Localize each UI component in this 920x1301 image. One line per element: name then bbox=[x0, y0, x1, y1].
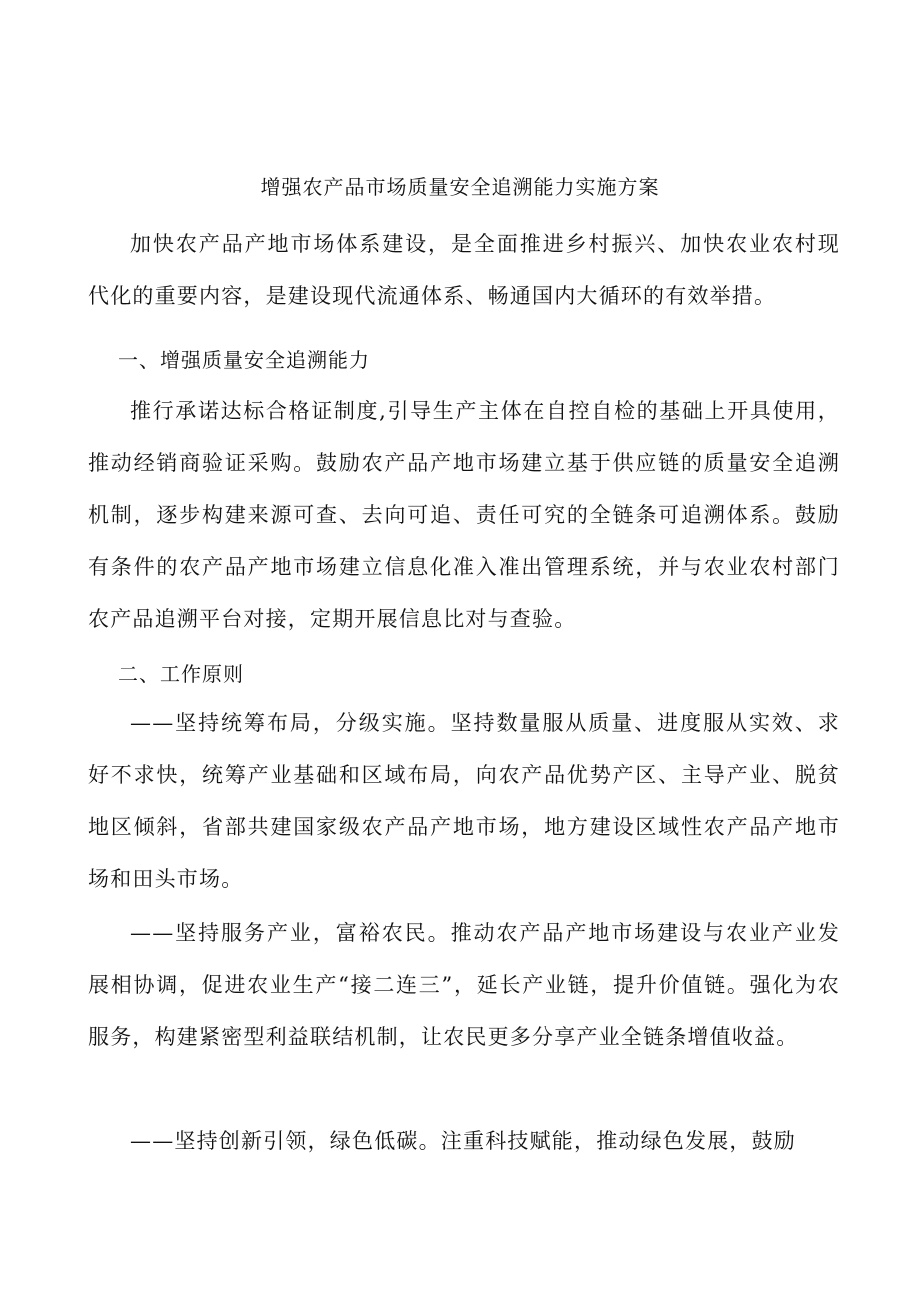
section-1-heading: 一、增强质量安全追溯能力 bbox=[118, 348, 370, 372]
principle-paragraph-1: ——坚持统筹布局，分级实施。坚持数量服从质量、进度服从实效、求好不求快，统筹产业基础和区域布局，向农产品优势产区、主导产业、脱贫地区倾斜，省部共建国家级农产品产地市场，地方建设区域性农产品产地市场和田头市场。 bbox=[88, 711, 840, 891]
section-1-body: 推行承诺达标合格证制度,引导生产主体在自控自检的基础上开具使用，推动经销商验证采购。鼓励农产品产地市场建立基于供应链的质量安全追溯机制，逐步构建来源可查、去向可追、责任可究的全链条可追溯体系。鼓励有条件的农产品产地市场建立信息化准入准出管理系统，并与农业农村部门农产品追溯平台对接，定期开展信息比对与查验。 bbox=[88, 399, 840, 631]
document-title: 增强农产品市场质量安全追溯能力实施方案 bbox=[260, 175, 660, 199]
section-2-heading: 二、工作原则 bbox=[118, 662, 244, 686]
intro-paragraph: 加快农产品产地市场体系建设，是全面推进乡村振兴、加快农业农村现代化的重要内容，是建设现代流通体系、畅通国内大循环的有效举措。 bbox=[88, 232, 840, 308]
principle-paragraph-3: ——坚持创新引领，绿色低碳。注重科技赋能，推动绿色发展，鼓励 bbox=[130, 1129, 796, 1153]
principle-paragraph-2: ——坚持服务产业，富裕农民。推动农产品产地市场建设与农业产业发展相协调，促进农业生产“接二连三”，延长产业链，提升价值链。强化为农服务，构建紧密型利益联结机制，让农民更多分享产业全链条增值收益。 bbox=[88, 921, 840, 1049]
